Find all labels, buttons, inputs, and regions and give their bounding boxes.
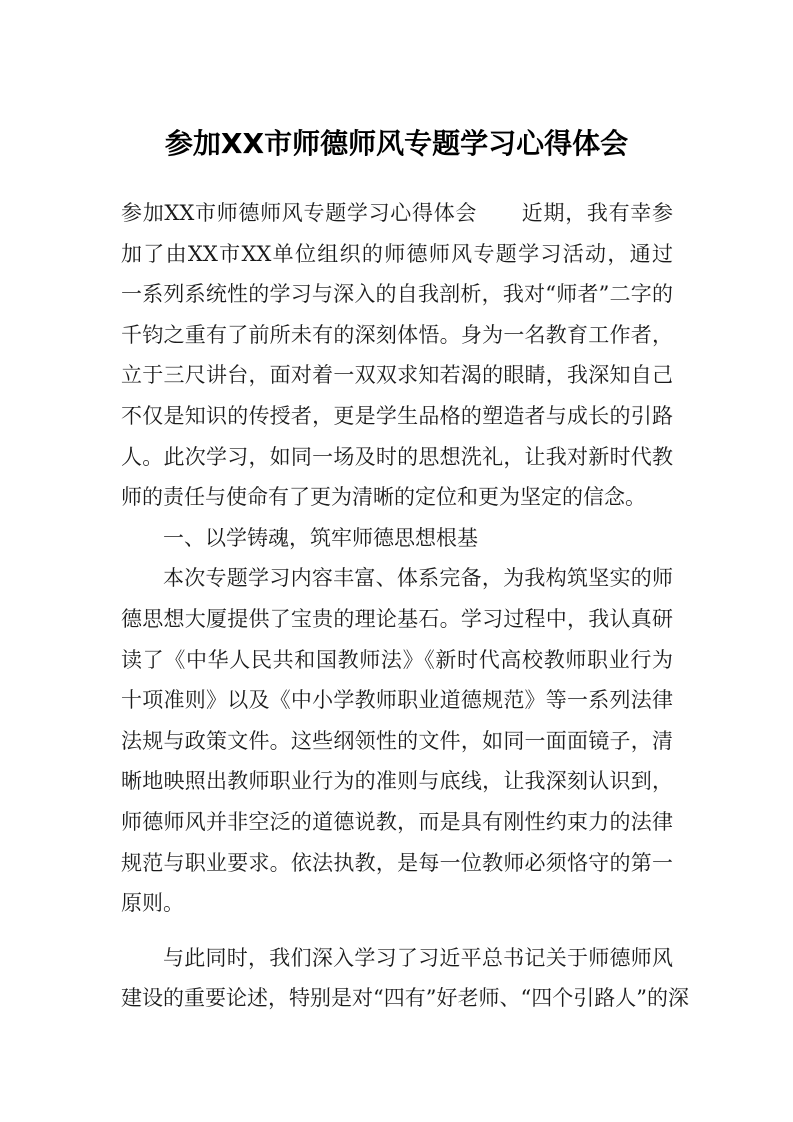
paragraph-line: 建设的重要论述，特别是对“四有”好老师、“四个引路人”的深 [121,986,689,1011]
document-body [121,193,689,1019]
document-title: 参加XX市师德师风专题学习心得体会 [164,127,629,160]
paragraph-line: 一系列系统性的学习与深入的自我剖析，我对“师者”二字的 [121,282,673,307]
paragraph-line: 读了《中华人民共和国教师法》《新时代高校教师职业行为 [121,647,673,672]
paragraph-line: 原则。 [121,891,184,916]
paragraph-line: 师德师风并非空泛的道德说教，而是具有刚性约束力的法律 [121,809,673,834]
paragraph-line: 与此同时，我们深入学习了习近平总书记关于师德师风 [163,945,673,970]
paragraph-line: 法规与政策文件。这些纲领性的文件，如同一面面镜子，清 [121,728,673,753]
paragraph-line: 人。此次学习，如同一场及时的思想洗礼，让我对新时代教 [121,444,673,469]
paragraph-line: 十项准则》以及《中小学教师职业道德规范》等一系列法律 [121,688,673,713]
intro-text: 近期，我有幸参 [521,201,674,225]
section-heading: 一、以学铸魂，筑牢师德思想根基 [163,525,478,550]
paragraph-line: 加了由XX市XX单位组织的师德师风专题学习活动，通过 [121,241,673,266]
paragraph-line: 德思想大厦提供了宝贵的理论基石。学习过程中，我认真研 [121,606,673,631]
paragraph-line: 晰地映照出教师职业行为的准则与底线，让我深刻认识到， [121,769,673,794]
paragraph-line: 本次专题学习内容丰富、体系完备，为我构筑坚实的师 [163,566,673,591]
paragraph-line: 千钧之重有了前所未有的深刻体悟。身为一名教育工作者， [121,322,673,347]
paragraph-line: 规范与职业要求。依法执教，是每一位教师必须恪守的第一 [121,850,673,875]
paragraph-line [121,193,673,234]
paragraph-line: 立于三尺讲台，面对着一双双求知若渴的眼睛，我深知自己 [121,363,673,388]
inline-title-text: 参加XX市师德师风专题学习心得体会 [121,201,478,225]
paragraph-line: 师的责任与使命有了更为清晰的定位和更为坚定的信念。 [121,485,646,510]
paragraph-line: 不仅是知识的传授者，更是学生品格的塑造者与成长的引路 [121,403,673,428]
